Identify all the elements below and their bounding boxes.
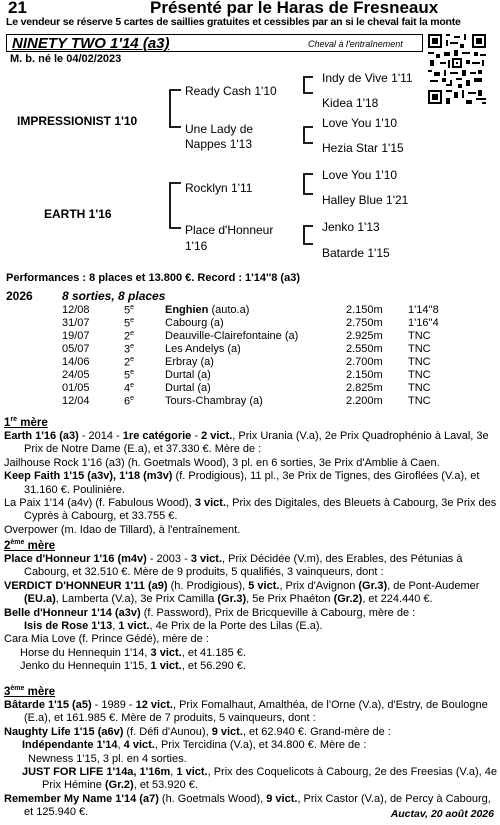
seller-title: Présenté par le Haras de Fresneaux xyxy=(150,0,439,17)
race-hippodrome: Erbray (a) xyxy=(165,356,214,368)
first-dam-offspring: Jailhouse Rock 1'16 (a3) (h. Goetmals Wood), 3 pl. en 6 sorties, 3e Prix d'Amblie à Caen. xyxy=(4,456,440,469)
second-dam-title: 2ème mère xyxy=(4,539,56,552)
race-distance: 2.150m xyxy=(346,304,383,316)
second-dam-offspring: VERDICT D'HONNEUR 1'11 (a9) (h. Prodigious), 5 vict., Prix d'Avignon (Gr.3), de Pont-Audemer (EU.a), Lamberta (V.a), 3e Prix Camilla (Gr.3), 5e Prix Phaéton (Gr.2), et 224.440 €. xyxy=(4,579,480,606)
race-time: TNC xyxy=(408,395,431,407)
seller-note: Le vendeur se réserve 5 cartes de saillies gratuites et cessibles par an si le cheval fait la monte xyxy=(6,16,461,28)
race-time: TNC xyxy=(408,330,431,342)
race-date: 01/05 xyxy=(62,382,90,394)
race-row xyxy=(0,395,500,408)
race-hippodrome: Durtal (a) xyxy=(165,369,211,381)
race-placing: 5e xyxy=(124,369,135,382)
race-hippodrome: Tours-Chambray (a) xyxy=(165,395,263,407)
third-dam-offspring: Remember My Name 1'14 (a7) (h. Goetmals Wood), 9 vict., Prix Castor (V.a), de Percy à Cabourg, et 125.940 €. xyxy=(4,792,491,819)
dam-bracket xyxy=(170,183,181,228)
performance-summary: Performances : 8 places et 13.800 €. Record : 1'14''8 (a3) xyxy=(6,272,300,284)
race-row xyxy=(0,369,500,382)
race-row xyxy=(0,343,500,356)
race-hippodrome: Les Andelys (a) xyxy=(165,343,241,355)
race-date: 05/07 xyxy=(62,343,90,355)
second-dam-offspring: Belle d'Honneur 1'14 (a3v) (f. Password), Prix de Bricqueville à Cabourg, mère de : xyxy=(4,606,416,619)
first-dam-title: 1re mère xyxy=(4,416,48,429)
race-time: TNC xyxy=(408,343,431,355)
race-row xyxy=(0,330,500,343)
race-date: 19/07 xyxy=(62,330,90,342)
race-time: 1'14''8 xyxy=(408,304,439,316)
ds-bracket xyxy=(304,174,313,194)
race-placing: 4e xyxy=(124,382,135,395)
birth-info: M. b. né le 04/02/2023 xyxy=(10,53,122,65)
first-dam-offspring: Overpower (m. Idao de Tillard), à l'entraînement. xyxy=(4,523,241,536)
race-distance: 2.925m xyxy=(346,330,383,342)
sire-dam-line2: Nappes 1'13 xyxy=(185,137,253,151)
race-date: 14/06 xyxy=(62,356,90,368)
race-distance: 2.200m xyxy=(346,395,383,407)
third-dam-grand-offspring: JUST FOR LIFE 1'14a, 1'16m, 1 vict., Prix des Coquelicots à Cabourg, 2e des Freesias (V.a), 4e Prix Hémine (Gr.2), et 53.920 €. xyxy=(22,766,498,792)
second-dam-section xyxy=(4,553,498,674)
race-hippodrome: Deauville-Clairefontaine (a) xyxy=(165,330,299,342)
third-dam-paragraph: Bâtarde 1'15 (a5) - 1989 - 12 vict., Prix Fomalhaut, Amalthéa, de l'Orne (V.a), d'Estry, de Boulogne (E.a), et 161.985 €. Mère de 7 produits, 5 vainqueurs, dont : xyxy=(4,699,488,725)
dd-sire: Jenko 1'13 xyxy=(322,220,380,234)
second-dam-paragraph: Place d'Honneur 1'16 (m4v) - 2003 - 3 vict., Prix Décidée (V.m), des Erables, des Pétunias à Cabourg, et 32.510 €. Mère de 9 produits, 5 qualifiés, 3 vainqueurs, dont : xyxy=(4,553,463,579)
first-dam-offspring: La Paix 1'14 (a4v) (f. Fabulous Wood), 3 vict., Prix des Digitales, des Bleuets à Cabourg, 3e Prix des Cyprès à Cabourg, et 33.755 €. xyxy=(4,497,497,523)
ss-bracket xyxy=(304,77,313,93)
third-dam-title: 3ème mère xyxy=(4,685,56,698)
performance-year: 2026 xyxy=(6,289,33,303)
race-time: TNC xyxy=(408,382,431,394)
race-hippodrome: Enghien (auto.a) xyxy=(165,304,250,316)
sd-dam: Hezia Star 1'15 xyxy=(322,141,404,155)
race-placing: 5e xyxy=(124,317,135,330)
race-date: 31/07 xyxy=(62,317,90,329)
race-date: 12/04 xyxy=(62,395,90,407)
third-dam-great-offspring: Newness 1'15, 3 pl. en 4 sorties. xyxy=(28,752,187,765)
sire-dam-line1: Une Lady de xyxy=(185,122,254,136)
dd-bracket xyxy=(304,226,313,244)
dam-dam-line2: 1'16 xyxy=(185,239,208,253)
sd-sire: Love You 1'10 xyxy=(322,116,398,130)
race-placing: 5e xyxy=(124,304,135,317)
race-distance: 2.750m xyxy=(346,317,383,329)
race-time: 1'16''4 xyxy=(408,317,439,329)
ds-dam: Halley Blue 1'21 xyxy=(322,193,409,207)
race-hippodrome: Cabourg (a) xyxy=(165,317,224,329)
race-row xyxy=(0,356,500,369)
race-distance: 2.700m xyxy=(346,356,383,368)
race-time: TNC xyxy=(408,369,431,381)
second-dam-offspring: Cara Mia Love (f. Prince Gédé), mère de : xyxy=(4,633,209,646)
dam-sire: Rocklyn 1'11 xyxy=(185,181,253,195)
third-dam-section xyxy=(4,699,498,820)
race-distance: 2.825m xyxy=(346,382,383,394)
first-dam-section xyxy=(4,430,498,537)
sire-bracket xyxy=(170,90,181,127)
catalogue-footer: Auctav, 20 août 2026 xyxy=(390,808,494,820)
first-dam-paragraph: Earth 1'16 (a3) - 2014 - 1re catégorie - 2 vict., Prix Urania (V.a), 2e Prix Quadrophénio à Laval, 3e Prix de Notre Dame (E.a), et 37.330 €. Mère de : xyxy=(4,430,489,456)
race-distance: 2.550m xyxy=(346,343,383,355)
lot-number: 21 xyxy=(8,0,27,17)
race-row xyxy=(0,382,500,395)
second-dam-grand-offspring: Jenko du Hennequin 1'15, 1 vict., et 56.290 €. xyxy=(20,660,246,673)
race-placing: 3e xyxy=(124,343,135,356)
second-dam-grand-offspring: Horse du Hennequin 1'14, 3 vict., et 41.185 €. xyxy=(20,646,246,659)
dam-dam-line1: Place d'Honneur xyxy=(185,223,274,237)
sd-bracket xyxy=(304,127,313,143)
race-distance: 2.150m xyxy=(346,369,383,381)
ss-dam: Kidea 1'18 xyxy=(322,96,379,110)
third-dam-offspring: Naughty Life 1'15 (a6v) (f. Défi d'Aunou), 9 vict., et 62.940 €. Grand-mère de : xyxy=(4,725,391,738)
race-time: TNC xyxy=(408,356,431,368)
sire-name: IMPRESSIONIST 1'10 xyxy=(17,114,138,128)
race-placing: 2e xyxy=(124,356,135,369)
race-placing: 2e xyxy=(124,330,135,343)
race-date: 24/05 xyxy=(62,369,90,381)
race-hippodrome: Durtal (a) xyxy=(165,382,211,394)
second-dam-grand-offspring: Isis de Rose 1'13, 1 vict., 4e Prix de la Porte des Lilas (E.a). xyxy=(24,620,323,633)
ss-sire: Indy de Vive 1'11 xyxy=(322,71,413,85)
year-summary: 8 sorties, 8 places xyxy=(62,289,166,303)
dd-dam: Batarde 1'15 xyxy=(322,246,390,260)
race-row xyxy=(0,317,500,330)
first-dam-offspring: Keep Faith 1'15 (a3v), 1'18 (m3v) (f. Prodigious), 11 pl., 3e Prix de Tignes, des Giroflées (V.a), et 31.160 €. Poulinière. xyxy=(4,470,480,496)
training-status: Cheval à l'entraînement xyxy=(308,39,403,49)
third-dam-grand-offspring: Indépendante 1'14, 4 vict., Prix Tercidina (V.a), et 34.800 €. Mère de : xyxy=(22,739,367,752)
race-date: 12/08 xyxy=(62,304,90,316)
horse-name: NINETY TWO 1'14 (a3) xyxy=(12,35,170,52)
race-placing: 6e xyxy=(124,395,135,408)
ds-sire: Love You 1'10 xyxy=(322,168,398,182)
dam-name: EARTH 1'16 xyxy=(44,207,112,221)
sire-sire: Ready Cash 1'10 xyxy=(185,84,277,98)
race-row xyxy=(0,304,500,317)
